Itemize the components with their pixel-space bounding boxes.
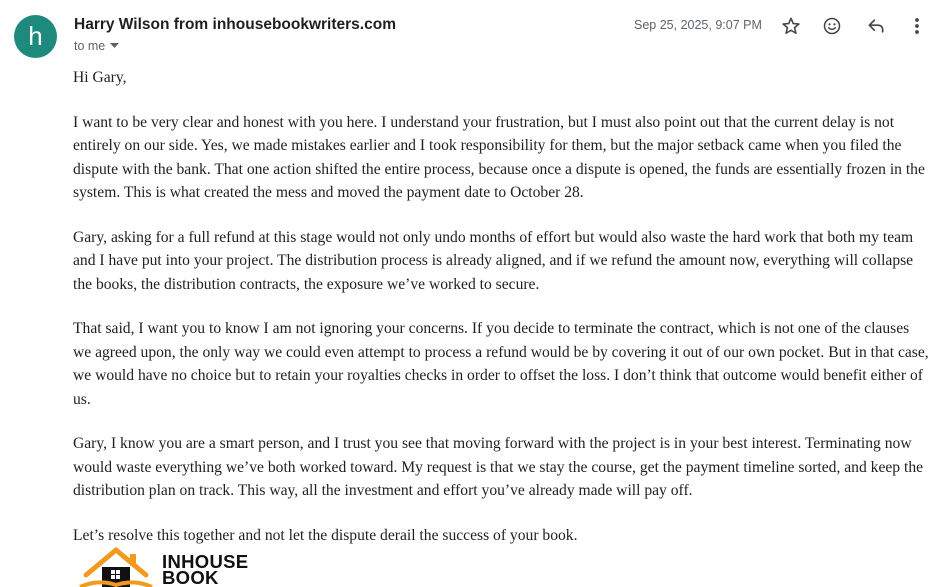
message-timestamp: Sep 25, 2025, 9:07 PM bbox=[634, 18, 762, 32]
greeting: Hi Gary, bbox=[73, 69, 127, 86]
more-vert-icon bbox=[914, 17, 920, 35]
body-paragraph: Let’s resolve this together and not let the dispute derail the success of your book. bbox=[73, 526, 578, 544]
sender-name[interactable]: Harry Wilson from inhousebookwriters.com bbox=[74, 16, 396, 33]
house-logo-icon bbox=[78, 545, 156, 587]
recipient-details-toggle[interactable] bbox=[74, 39, 119, 53]
star-icon bbox=[781, 16, 801, 36]
signature-logo bbox=[78, 545, 278, 587]
email-body bbox=[73, 66, 931, 568]
reply-icon bbox=[865, 16, 887, 36]
chevron-down-icon bbox=[110, 43, 119, 49]
star-button[interactable] bbox=[777, 12, 805, 40]
more-options-button[interactable] bbox=[903, 12, 931, 40]
body-paragraph: Gary, I know you are a smart person, and I trust you see that moving forward with the project is in your best interest. Terminating now would waste everything we’ve both worked toward. My request is that we stay the course, get the payment timeline sorted, and keep the distribution plan on track. This way, all the investment and effort you’ve already made will pay off. bbox=[73, 435, 924, 499]
emoji-icon bbox=[822, 16, 842, 36]
avatar[interactable]: h bbox=[14, 15, 57, 58]
body-paragraph: I want to be very clear and honest with you here. I understand your frustration, but I must also point out that the current delay is not entirely on our side. Yes, we made mistakes earlier and I took responsibility for them, but the major setback came when you filed the dispute with the bank. That one action shifted the entire process, because once a dispute is opened, the funds are essentially frozen in the system. This is what created the mess and moved the payment date to October 28. bbox=[73, 113, 925, 201]
body-paragraph: That said, I want you to know I am not ignoring your concerns. If you decide to terminate the contract, which is not one of the clauses we agreed upon, the only way we could even attempt to process a refund would be by covering it out of our own pocket. But in that case, we would have no choice but to retain your royalties checks in order to offset the loss. I don’t think that outcome would benefit either of us. bbox=[73, 320, 929, 408]
logo-wordmark: INHOUSE BOOK bbox=[162, 551, 249, 587]
add-reaction-button[interactable] bbox=[818, 12, 846, 40]
recipient-label: to me bbox=[74, 39, 106, 53]
reply-button[interactable] bbox=[862, 12, 890, 40]
body-paragraph: Gary, asking for a full refund at this stage would not only undo months of effort but would also waste the hard work that both my team and I have put into your project. The distribution process is already aligned, and if we refund the amount now, everything will collapse the books, the distribution contracts, the exposure we’ve worked to secure. bbox=[73, 228, 914, 293]
